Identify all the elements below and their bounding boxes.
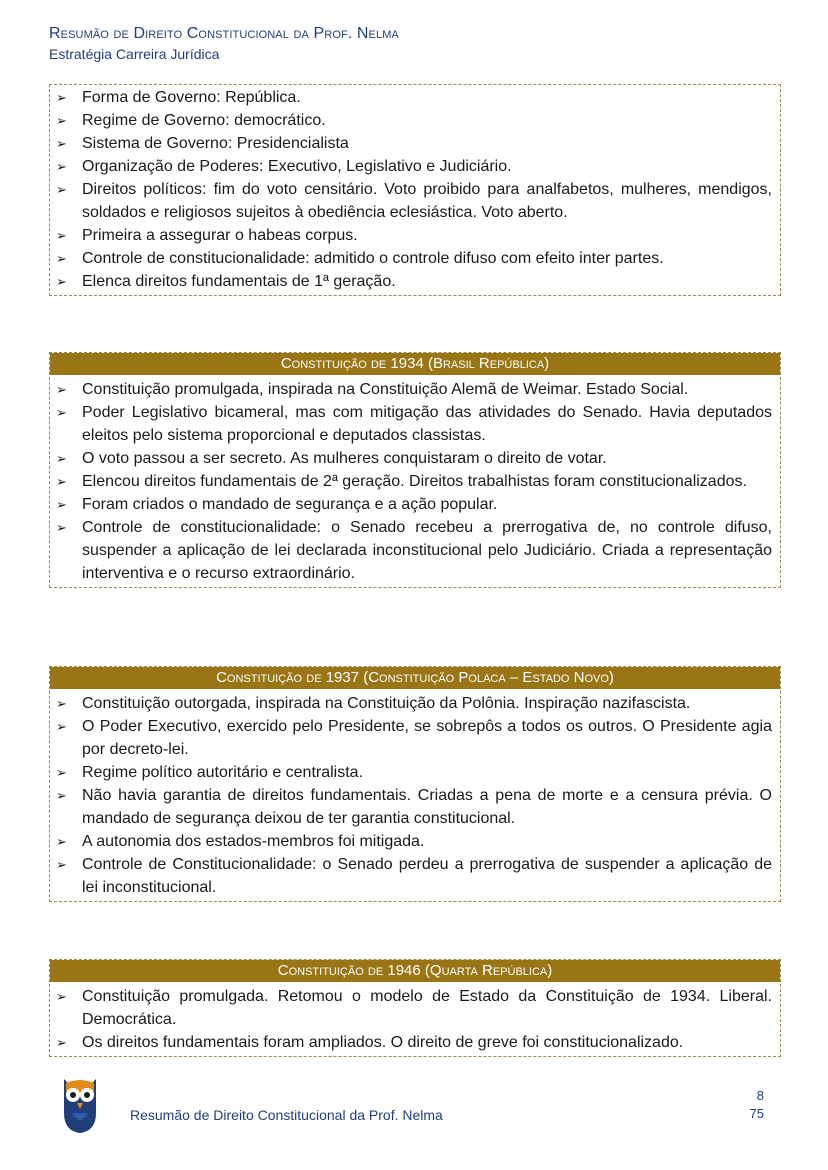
arrow-bullet-icon: ➢ xyxy=(56,251,67,266)
document-subtitle: Estratégia Carreira Jurídica xyxy=(49,46,220,62)
section-1946 xyxy=(49,959,781,1057)
arrow-bullet-icon: ➢ xyxy=(56,696,67,711)
list-item: ➢ Organização de Poderes: Executivo, Legislativo e Judiciário. xyxy=(82,155,772,178)
total-pages: 75 xyxy=(749,1106,764,1121)
arrow-bullet-icon: ➢ xyxy=(56,113,67,128)
list-item: ➢ Forma de Governo: República. xyxy=(82,86,772,109)
list-item: ➢ Constituição promulgada. Retomou o modelo de Estado da Constituição de 1934. Liberal. Democrática. xyxy=(82,985,772,1031)
arrow-bullet-icon: ➢ xyxy=(56,765,67,780)
arrow-bullet-icon: ➢ xyxy=(56,788,67,803)
arrow-bullet-icon: ➢ xyxy=(56,474,67,489)
list-item: ➢ O voto passou a ser secreto. As mulheres conquistaram o direito de votar. xyxy=(82,447,772,470)
footer-title: Resumão de Direito Constitucional da Prof. Nelma xyxy=(130,1107,443,1123)
current-page: 8 xyxy=(756,1088,764,1103)
list-item: ➢ Regime de Governo: democrático. xyxy=(82,109,772,132)
document-title: Resumão de Direito Constitucional da Prof. Nelma xyxy=(49,25,399,42)
list-item: ➢ Poder Legislativo bicameral, mas com mitigação das atividades do Senado. Havia deputados eleitos pelo sistema proporcional e deputados classistas. xyxy=(82,401,772,447)
arrow-bullet-icon: ➢ xyxy=(56,228,67,243)
page-number xyxy=(750,1087,764,1123)
section-1934 xyxy=(49,352,781,588)
section-1891-continuation xyxy=(49,84,781,296)
arrow-bullet-icon: ➢ xyxy=(56,834,67,849)
arrow-bullet-icon: ➢ xyxy=(56,719,67,734)
list-item: ➢ Constituição outorgada, inspirada na Constituição da Polônia. Inspiração nazifascista. xyxy=(82,692,772,715)
list-item: ➢ Direitos políticos: fim do voto censitário. Voto proibido para analfabetos, mulheres, mendigos, soldados e religiosos sujeitos à obediência eclesiástica. Voto aberto. xyxy=(82,178,772,224)
list-item: ➢ Controle de constitucionalidade: admitido o controle difuso com efeito inter partes. xyxy=(82,247,772,270)
list-item: ➢ Os direitos fundamentais foram ampliados. O direito de greve foi constitucionalizado. xyxy=(82,1031,772,1054)
list-item: ➢ Foram criados o mandado de segurança e a ação popular. xyxy=(82,493,772,516)
list-item: ➢ A autonomia dos estados-membros foi mitigada. xyxy=(82,830,772,853)
section-title: Constituição de 1937 (Constituição Polaca – Estado Novo) xyxy=(50,667,780,689)
list-item: ➢ Elencou direitos fundamentais de 2ª geração. Direitos trabalhistas foram constitucionalizados. xyxy=(82,470,772,493)
section-1937 xyxy=(49,666,781,902)
section-title: Constituição de 1946 (Quarta República) xyxy=(50,960,780,982)
arrow-bullet-icon: ➢ xyxy=(56,857,67,872)
arrow-bullet-icon: ➢ xyxy=(56,989,67,1004)
list-item: ➢ Primeira a assegurar o habeas corpus. xyxy=(82,224,772,247)
list-item: ➢ O Poder Executivo, exercido pelo Presidente, se sobrepôs a todos os outros. O Presidente agia por decreto-lei. xyxy=(82,715,772,761)
list-item: ➢ Controle de constitucionalidade: o Senado recebeu a prerrogativa de, no controle difuso, suspender a aplicação de lei declarada inconstitucional pelo Judiciário. Criada a representação interventiva e o recurso extraordinário. xyxy=(82,516,772,585)
page-header xyxy=(49,24,399,63)
arrow-bullet-icon: ➢ xyxy=(56,159,67,174)
list-item: ➢ Constituição promulgada, inspirada na Constituição Alemã de Weimar. Estado Social. xyxy=(82,378,772,401)
list-item: ➢ Não havia garantia de direitos fundamentais. Criadas a pena de morte e a censura prévia. O mandado de segurança deixou de ter garantia constitucional. xyxy=(82,784,772,830)
arrow-bullet-icon: ➢ xyxy=(56,497,67,512)
arrow-bullet-icon: ➢ xyxy=(56,182,67,197)
arrow-bullet-icon: ➢ xyxy=(56,1035,67,1050)
arrow-bullet-icon: ➢ xyxy=(56,405,67,420)
list-item: ➢ Regime político autoritário e centralista. xyxy=(82,761,772,784)
arrow-bullet-icon: ➢ xyxy=(56,520,67,535)
list-item: ➢ Controle de Constitucionalidade: o Senado perdeu a prerrogativa de suspender a aplicação de lei inconstitucional. xyxy=(82,853,772,899)
owl-logo-icon xyxy=(60,1073,100,1135)
arrow-bullet-icon: ➢ xyxy=(56,136,67,151)
list-item: ➢ Sistema de Governo: Presidencialista xyxy=(82,132,772,155)
list-item: ➢ Elenca direitos fundamentais de 1ª geração. xyxy=(82,270,772,293)
arrow-bullet-icon: ➢ xyxy=(56,382,67,397)
arrow-bullet-icon: ➢ xyxy=(56,274,67,289)
arrow-bullet-icon: ➢ xyxy=(56,451,67,466)
arrow-bullet-icon: ➢ xyxy=(56,90,67,105)
section-title: Constituição de 1934 (Brasil República) xyxy=(50,353,780,375)
